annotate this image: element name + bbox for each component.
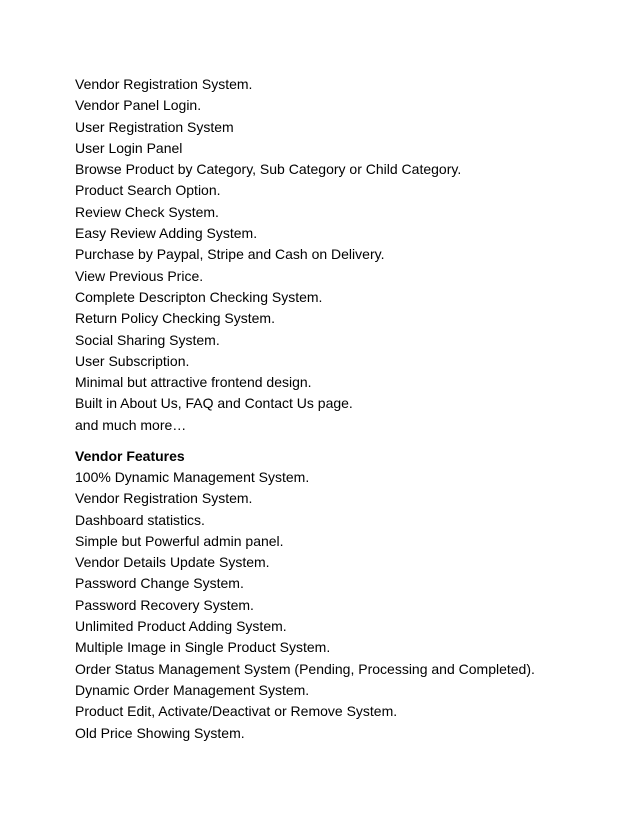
list-item: Vendor Registration System.	[75, 76, 253, 92]
list-item: Built in About Us, FAQ and Contact Us page.	[75, 395, 353, 412]
list-item: Simple but Powerful admin panel.	[75, 532, 284, 549]
list-item: Complete Descripton Checking System.	[75, 288, 323, 305]
list-item: Easy Review Adding System.	[75, 225, 258, 242]
list-item: User Login Panel	[75, 139, 183, 156]
list-item: Dashboard statistics.	[75, 511, 205, 528]
list-item: Order Status Management System (Pending, Processing and Completed).	[75, 660, 535, 677]
list-item: User Registration System	[75, 118, 234, 135]
list-item: View Previous Price.	[75, 267, 204, 284]
list-item: 100% Dynamic Management System.	[75, 469, 310, 485]
list-item: Minimal but attractive frontend design.	[75, 374, 312, 391]
list-item: Product Search Option.	[75, 182, 221, 199]
list-item: Return Policy Checking System.	[75, 310, 275, 327]
list-item: Vendor Details Update System.	[75, 554, 270, 571]
list-item: User Subscription.	[75, 352, 190, 369]
list-item: Old Price Showing System.	[75, 724, 245, 741]
list-item: Purchase by Paypal, Stripe and Cash on Delivery.	[75, 246, 385, 263]
list-item: and much more…	[75, 416, 187, 433]
list-item: Multiple Image in Single Product System.	[75, 639, 331, 656]
list-item: Vendor Panel Login.	[75, 97, 202, 114]
user-features-list	[75, 74, 461, 436]
list-item: Unlimited Product Adding System.	[75, 618, 287, 635]
list-item: Dynamic Order Management System.	[75, 681, 310, 698]
list-item: Vendor Registration System.	[75, 490, 253, 507]
list-item: Password Recovery System.	[75, 596, 254, 613]
vendor-features-list	[75, 467, 535, 744]
list-item: Review Check System.	[75, 203, 219, 220]
list-item: Browse Product by Category, Sub Category or Child Category.	[75, 161, 462, 178]
list-item: Product Edit, Activate/Deactivat or Remove System.	[75, 703, 398, 720]
list-item: Password Change System.	[75, 575, 244, 592]
list-item: Social Sharing System.	[75, 331, 220, 348]
vendor-features-heading: Vendor Features	[75, 448, 185, 464]
